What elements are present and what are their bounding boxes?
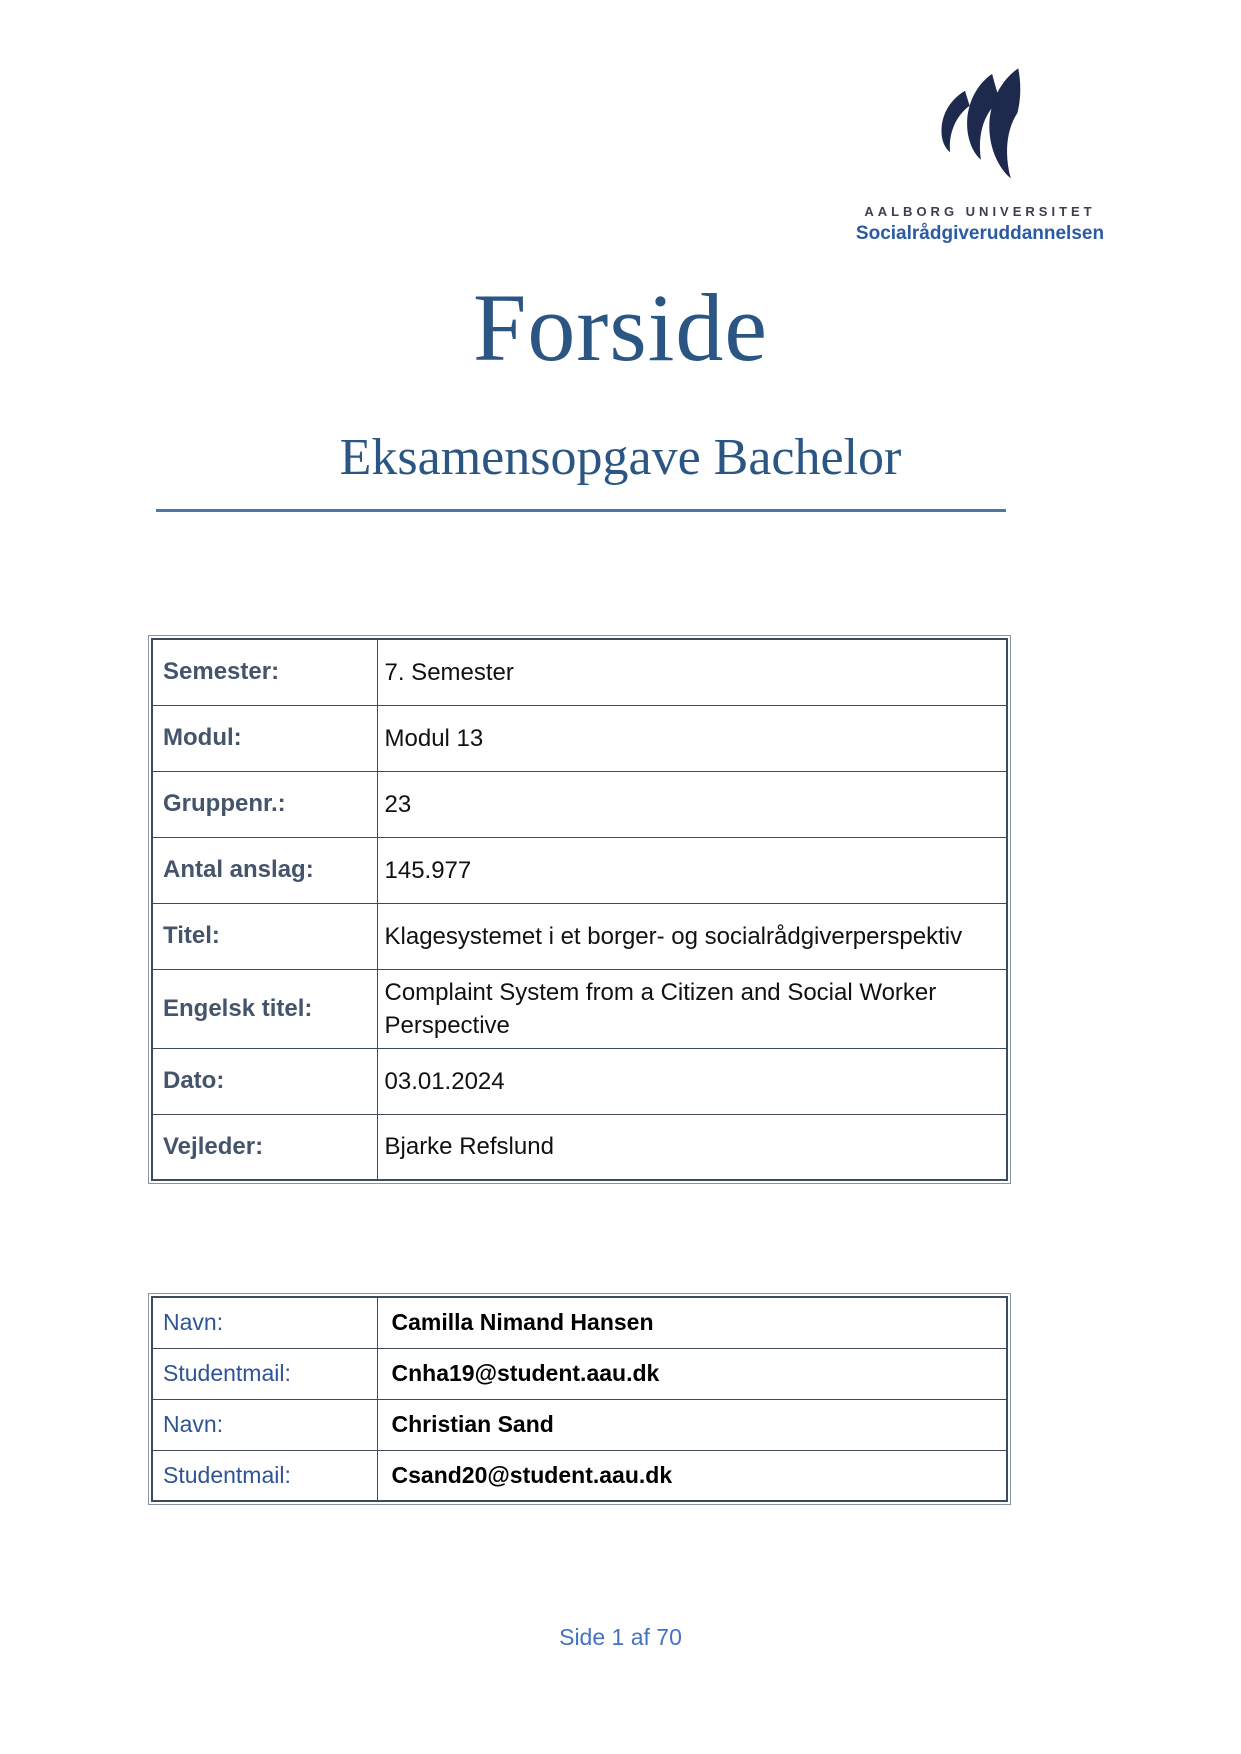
table-row [152, 1348, 1007, 1399]
table-row [152, 705, 1007, 771]
page-number: Side 1 af 70 [559, 1624, 682, 1650]
aau-logo-icon [924, 68, 1036, 190]
table-row [152, 1048, 1007, 1114]
logo-department-text: Socialrådgiveruddannelsen [855, 223, 1105, 244]
info-value-engelsk-titel: Complaint System from a Citizen and Social Worker Perspective [377, 969, 1007, 1048]
info-table [148, 635, 1011, 1184]
info-value-dato: 03.01.2024 [377, 1048, 1007, 1114]
info-value-modul: Modul 13 [377, 705, 1007, 771]
info-label-vejleder: Vejleder: [152, 1114, 377, 1180]
info-value-vejleder: Bjarke Refslund [377, 1114, 1007, 1180]
info-value-titel: Klagesystemet i et borger- og socialrådgiverperspektiv [377, 903, 1007, 969]
info-label-antal-anslag: Antal anslag: [152, 837, 377, 903]
info-label-dato: Dato: [152, 1048, 377, 1114]
table-row [152, 969, 1007, 1048]
page-title: Forside [473, 274, 768, 381]
info-value-semester: 7. Semester [377, 639, 1007, 705]
title-divider [156, 509, 1006, 512]
table-row [152, 1450, 1007, 1501]
table-row [152, 903, 1007, 969]
student1-name-value: Camilla Nimand Hansen [377, 1297, 1007, 1348]
table-row [152, 1297, 1007, 1348]
info-value-antal-anslag: 145.977 [377, 837, 1007, 903]
student1-name-label: Navn: [152, 1297, 377, 1348]
info-label-modul: Modul: [152, 705, 377, 771]
student1-mail-value: Cnha19@student.aau.dk [377, 1348, 1007, 1399]
info-value-gruppenr: 23 [377, 771, 1007, 837]
student2-mail-value: Csand20@student.aau.dk [377, 1450, 1007, 1501]
table-row [152, 1399, 1007, 1450]
table-row [152, 837, 1007, 903]
page-subtitle: Eksamensopgave Bachelor [339, 429, 902, 486]
info-label-gruppenr: Gruppenr.: [152, 771, 377, 837]
student1-mail-label: Studentmail: [152, 1348, 377, 1399]
info-label-titel: Titel: [152, 903, 377, 969]
table-row [152, 771, 1007, 837]
student2-name-value: Christian Sand [377, 1399, 1007, 1450]
logo-university-text: AALBORG UNIVERSITET [864, 204, 1096, 219]
table-row [152, 1114, 1007, 1180]
info-label-semester: Semester: [152, 639, 377, 705]
aau-logo-block [842, 68, 1118, 245]
table-row [152, 639, 1007, 705]
info-label-engelsk-titel: Engelsk titel: [152, 969, 377, 1048]
students-table [148, 1293, 1011, 1505]
student2-mail-label: Studentmail: [152, 1450, 377, 1501]
student2-name-label: Navn: [152, 1399, 377, 1450]
